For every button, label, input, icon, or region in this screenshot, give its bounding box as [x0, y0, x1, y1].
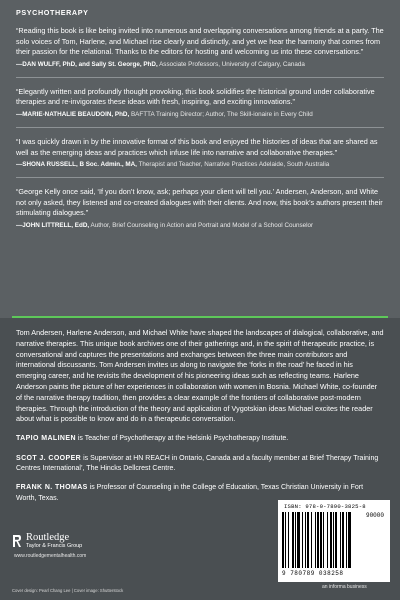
quote-attribution: —JOHN LITTRELL, EdD, Author, Brief Counseling in Action and Portrait and Model of a School Counselor — [16, 221, 314, 229]
editor-bio: SCOT J. COOPER is Supervisor at HN REACH in Ontario, Canada and a faculty member at Brief Therapy Training Centres International’, The Hincks Dellcrest Centre. — [16, 454, 379, 472]
quote-block — [16, 137, 384, 169]
quote-text: “George Kelly once said, ‘If you don’t know, ask; perhaps your client will tell you.’ Andersen, Anderson, and White not only asked, they listened and co-created dialogues with their clients. And now, this book’s authors present their stimulating dialogues.” — [16, 187, 383, 218]
isbn-label: ISBN: 978-0-7890-3825-8 — [284, 503, 366, 510]
editor-bio: TAPIO MALINEN is Teacher of Psychotherapy at the Helsinki Psychotherapy Institute. — [16, 435, 289, 443]
quote-block — [16, 26, 384, 69]
book-description: Tom Andersen, Harlene Anderson, and Michael White have shaped the landscapes of dialogical, collaborative, and narrative therapies. This unique book archives one of their gatherings and, in the spirit of therapeutic practice, is conversational and captures the presentations and exchanges between the three main contributors and international discussants. Tom Andersen invites us along to navigate the ‘forks in the road’ he faced in his emerging career, and he revisits the development of his pioneering ideas such as reflecting teams. Harlene Anderson paints the picture of her experiences in collaboration with women in Bosnia. Michael White, co-founder of the narrative therapy tradition, then provides a clear example of the frontiers of collaborative post-modern therapies. Through the introduction of the theory and application of Vygotskian ideas Michael excites the reader about what is possible to know and do in a therapeutic conversation. — [16, 328, 384, 424]
quote-attribution: —SHONA RUSSELL, B Soc. Admin., MA, Therapist and Teacher, Narrative Practices Adelaide, South Australia — [16, 161, 330, 169]
routledge-logo-icon — [12, 534, 22, 548]
barcode-box — [278, 500, 390, 582]
quote-attribution: —DAN WULFF, PhD, and Sally St. George, PhD, Associate Professors, University of Calgary, Canada — [16, 60, 305, 68]
publisher-logo — [12, 532, 152, 559]
quote-text: “Elegantly written and profoundly thought provoking, this book solidifies the historical ground under collaborative therapies and re-invigorates these ideas with fresh, inspiring, and exciting innovations.” — [16, 86, 375, 107]
quote-block — [16, 187, 384, 230]
divider — [16, 127, 384, 128]
publisher-group: Taylor & Francis Group — [26, 543, 83, 549]
quote-block — [16, 87, 384, 119]
quote-text: “Reading this book is like being invited into numerous and overlapping conversations among friends at a party. The solo voices of Tom, Harlene, and Michael rise clearly and distinctly, and yet we hear the harmony that comes from their passion for the relational. Thanks to the editors for hosting and welcoming us into these conversations.” — [16, 26, 384, 57]
category-label: PSYCHOTHERAPY — [16, 8, 89, 17]
quote-text: “I was quickly drawn in by the innovative format of this book and enjoyed the histories of ideas that are shared as well as the emerging ideas and practices which infuse life into narrative and collaborative therapies.” — [16, 136, 378, 157]
quote-attribution: —MARIE-NATHALIE BEAUDOIN, PhD, BAFTTA Training Director; Author, The Skill-ionaire in Every Child — [16, 110, 313, 118]
barcode-number: 9 780789 038258 — [282, 570, 344, 577]
imprint-label: an informa business — [322, 584, 367, 590]
divider — [16, 77, 384, 78]
price-code: 90000 — [365, 512, 384, 519]
cover-credits: Cover design: Pearl Chang Lee | Cover image: Shutterstock — [12, 588, 124, 593]
barcode-icon — [282, 512, 360, 570]
divider — [16, 177, 384, 178]
publisher-name: Routledge — [26, 532, 70, 543]
publisher-url: www.routledgementalhealth.com — [14, 553, 87, 559]
editor-bio: FRANK N. THOMAS is Professor of Counseling in the College of Education, Texas Christian University in Fort Worth, Texas. — [16, 484, 364, 502]
